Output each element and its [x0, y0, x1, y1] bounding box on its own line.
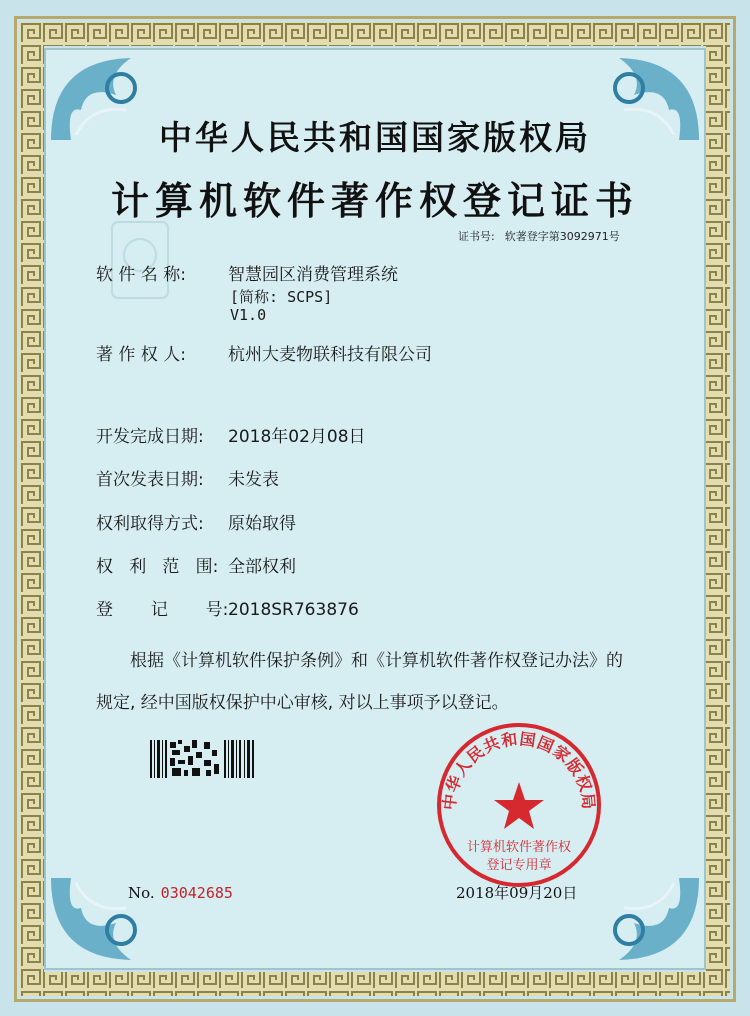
- software-name-value: 智慧园区消费管理系统: [228, 265, 398, 285]
- dev-date-label: 开发完成日期:: [96, 427, 204, 447]
- short-name: [简称: SCPS]: [230, 288, 333, 306]
- scope-row: [96, 552, 296, 577]
- issuer-title: 中华人民共和国国家版权局: [159, 118, 591, 157]
- scope-value: 全部权利: [228, 557, 296, 577]
- acquire-row: [96, 509, 296, 534]
- pub-date-label: 首次发表日期:: [96, 470, 204, 490]
- reg-no-label: 登 记 号:: [96, 600, 229, 620]
- scope-label: 权 利 范 围:: [96, 557, 219, 577]
- serial-number-value: 03042685: [160, 884, 233, 902]
- reg-no-row: [96, 595, 359, 620]
- reg-no-value: 2018SR763876: [228, 600, 359, 620]
- software-name-row: [96, 260, 398, 285]
- issue-date: 2018年09月20日: [456, 884, 578, 902]
- pub-date-value: 未发表: [228, 470, 279, 490]
- version: V1.0: [230, 306, 267, 324]
- certificate-title: 计算机软件著作权登记证书: [110, 178, 639, 223]
- statement: [96, 640, 676, 724]
- seal-center-line-1: 计算机软件著作权: [466, 840, 572, 855]
- statement-line-2: 规定, 经中国版权保护中心审核, 对以上事项予以登记。: [96, 693, 509, 713]
- official-seal: [434, 720, 604, 890]
- serial-number: [128, 884, 233, 902]
- dev-date-value: 2018年02月08日: [228, 427, 366, 447]
- certificate-number-value: 软著登字第3092971号: [504, 230, 620, 243]
- software-name-label: 软 件 名 称:: [96, 265, 186, 285]
- seal-center-line-2: 登记专用章: [486, 858, 552, 873]
- seal-star: [494, 782, 544, 829]
- pub-date-row: [96, 465, 279, 490]
- serial-number-label: No.: [128, 884, 155, 902]
- dev-date-row: [96, 422, 366, 447]
- certificate-number: [458, 228, 620, 244]
- barcode: [150, 740, 255, 778]
- acquire-value: 原始取得: [228, 514, 296, 534]
- owner-row: [96, 340, 432, 365]
- seal-ring-text: 中华人民共和国国家版权局: [439, 729, 599, 811]
- acquire-label: 权利取得方式:: [96, 514, 204, 534]
- statement-line-1: 根据《计算机软件保护条例》和《计算机软件著作权登记办法》的: [130, 651, 623, 671]
- owner-value: 杭州大麦物联科技有限公司: [228, 345, 432, 365]
- owner-label: 著 作 权 人:: [96, 345, 186, 365]
- certificate-number-label: 证书号:: [458, 230, 495, 243]
